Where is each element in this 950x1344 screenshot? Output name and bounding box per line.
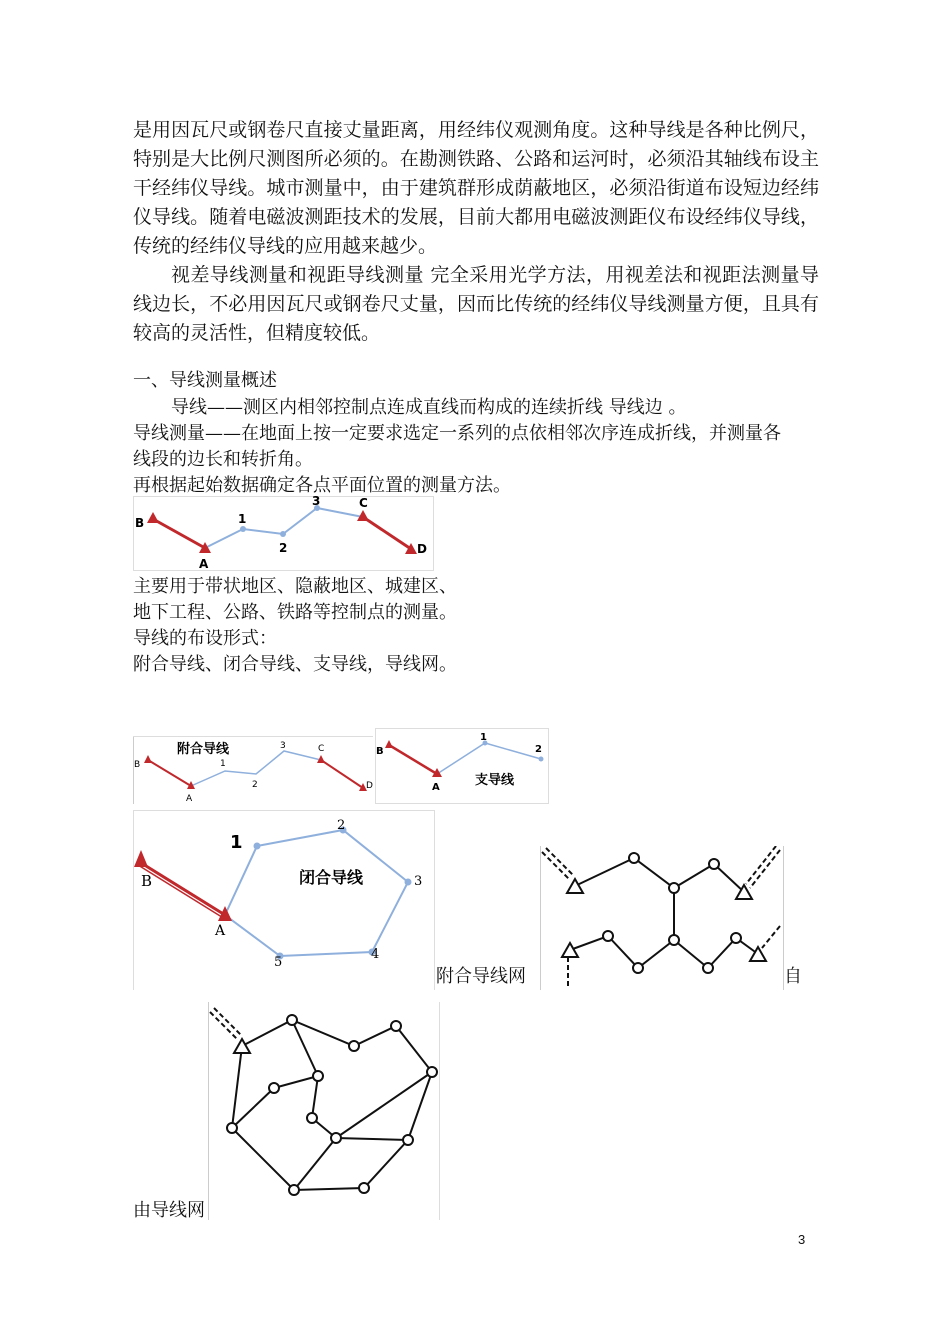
closed-traverse-figure bbox=[133, 810, 435, 990]
known-side-ab bbox=[153, 519, 205, 548]
free-network-figure bbox=[208, 1002, 440, 1220]
svg-text:C: C bbox=[318, 744, 325, 754]
caption-free-network-part2: 由导线网 bbox=[133, 1200, 205, 1221]
svg-text:3: 3 bbox=[414, 874, 423, 889]
svg-text:附合导线: 附合导线 bbox=[177, 742, 230, 757]
definition-traverse-survey: 导线测量——在地面上按一定要求选定一系列的点依相邻次序连成折线，并测量各 bbox=[133, 423, 781, 444]
layout-forms-title: 导线的布设形式： bbox=[133, 628, 277, 649]
usage-line-2: 地下工程、公路、铁路等控制点的测量。 bbox=[133, 602, 457, 623]
svg-text:闭合导线: 闭合导线 bbox=[299, 868, 364, 887]
svg-text:2: 2 bbox=[535, 744, 542, 755]
paragraph-parallax-traverse: 视差导线测量和视距导线测量 完全采用光学方法，用视差法和视距法测量导线边长，不必用因瓦尺或钢卷尺丈量，因而比传统的经纬仪导线测量方便，且具有较高的灵活性，但精度较低。 bbox=[133, 264, 819, 344]
layout-forms-list: 附合导线、闭合导线、支导线，导线网。 bbox=[133, 654, 457, 675]
definition-traverse-survey-cont: 线段的边长和转折角。 bbox=[133, 449, 313, 470]
caption-free-network-part1: 自 bbox=[784, 966, 802, 987]
caption-fuhe-network: 附合导线网 bbox=[436, 966, 526, 987]
svg-text:1: 1 bbox=[220, 759, 226, 769]
svg-text:B: B bbox=[141, 872, 153, 890]
point-a-marker bbox=[199, 542, 211, 553]
svg-text:3: 3 bbox=[280, 741, 286, 751]
svg-text:C: C bbox=[359, 496, 368, 510]
svg-text:B: B bbox=[376, 746, 384, 757]
fuhe-network-figure bbox=[540, 846, 784, 990]
definition-traverse: 导线——测区内相邻控制点连成直线而构成的连续折线 导线边 。 bbox=[171, 397, 687, 418]
svg-text:D: D bbox=[366, 781, 373, 791]
known-side-cd bbox=[363, 517, 411, 549]
point-b-marker bbox=[147, 512, 159, 523]
svg-text:2: 2 bbox=[337, 818, 346, 833]
definition-method: 再根据起始数据确定各点平面位置的测量方法。 bbox=[133, 475, 511, 496]
svg-text:D: D bbox=[417, 542, 427, 556]
svg-text:1: 1 bbox=[230, 832, 243, 853]
point-b-marker bbox=[134, 850, 148, 867]
svg-text:B: B bbox=[134, 760, 141, 770]
paragraph-theodolite-traverse: 是用因瓦尺或钢卷尺直接丈量距离，用经纬仪观测角度。这种导线是各种比例尺，特别是大比例尺测图所必须的。在勘测铁路、公路和运河时，必须沿其轴线布设主干经纬仪导线。城市测量中，由于建筑群形成荫蔽地区，必须沿街道布设短边经纬仪导线。随着电磁波测距技术的发展，目前大都用电磁波测距仪布设经纬仪导线，传统的经纬仪导线的应用越来越少。 bbox=[133, 119, 819, 257]
fuhe-traverse-figure bbox=[133, 736, 373, 804]
svg-text:B: B bbox=[135, 516, 145, 530]
page-number: 3 bbox=[798, 1232, 806, 1247]
svg-text:A: A bbox=[186, 794, 193, 804]
svg-text:支导线: 支导线 bbox=[475, 773, 515, 788]
svg-text:4: 4 bbox=[371, 947, 380, 962]
svg-text:1: 1 bbox=[480, 732, 487, 743]
connecting-traverse-figure bbox=[133, 496, 435, 572]
svg-text:1: 1 bbox=[238, 512, 247, 526]
svg-text:A: A bbox=[215, 923, 226, 939]
svg-text:3: 3 bbox=[312, 496, 321, 508]
branch-traverse-figure bbox=[375, 728, 549, 804]
svg-text:2: 2 bbox=[252, 780, 258, 790]
section-heading: 一、导线测量概述 bbox=[133, 370, 277, 391]
svg-text:A: A bbox=[199, 557, 209, 571]
svg-text:A: A bbox=[432, 782, 440, 793]
usage-line-1: 主要用于带状地区、隐蔽地区、城建区、 bbox=[133, 576, 457, 597]
svg-text:2: 2 bbox=[279, 541, 288, 555]
svg-text:5: 5 bbox=[274, 955, 283, 970]
